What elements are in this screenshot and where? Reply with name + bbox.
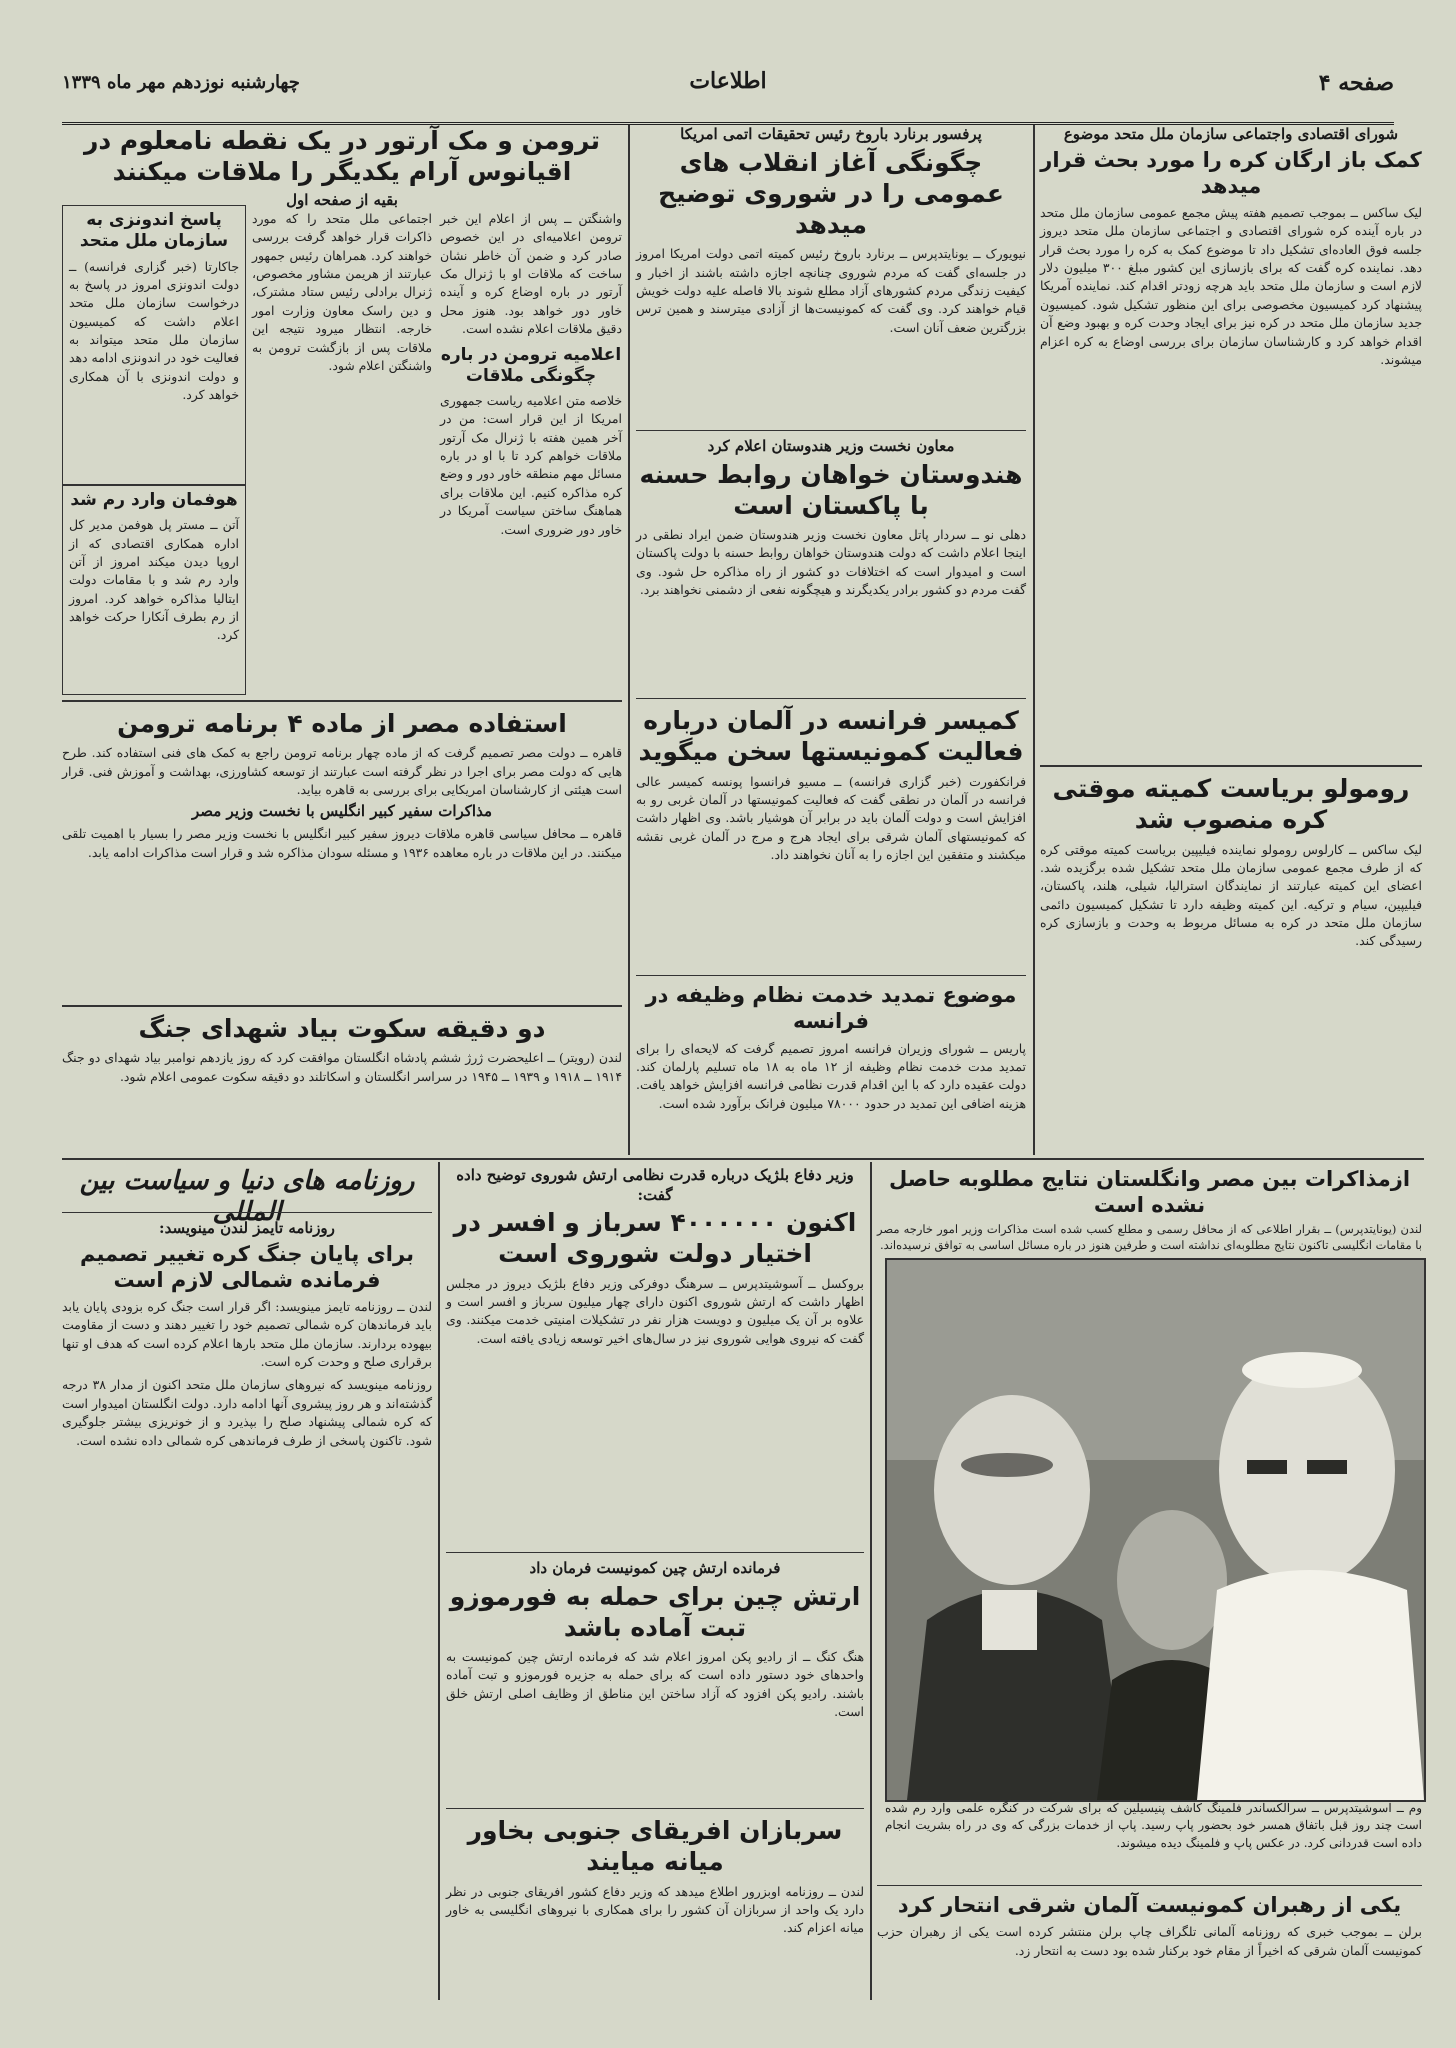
article-headline: پاسخ اندونزی به سازمان ملل متحد xyxy=(79,210,229,252)
article-soviet-army xyxy=(446,1166,864,1546)
article-kicker: شورای اقتصادی واجتماعی سازمان ملل متحد موضوع xyxy=(1063,125,1399,143)
continuation-note: بقیه از صفحه اول xyxy=(286,190,398,209)
article-truman-body-b xyxy=(252,205,432,695)
article-body: پاریس ــ شورای وزیران فرانسه امروز تصمیم گرفت که لایحه‌ای را برای تمدید مدت خدمت نظام وظیفه از ۱۲ ماه به ۱۸ ماه تسلیم پارلمان کند. دولت عقیده دارد که با این اقدام قدرت نظامی فرانسه افزایش خواهد یافت. هزینه اضافی این تمدید در حدود ۷۸۰۰۰ میلیون فرانک برآورد شده است. xyxy=(636,1040,1026,1111)
article-body: برلن ــ بموجب خبری که روزنامه آلمانی تلگراف چاپ برلن منتشر کرده است یکی از رهبران حزب کمونیست آلمان شرقی که اخیراً از مقام خود برکنار شده بود دست به انتحار زد. xyxy=(877,1924,1422,1958)
newspaper-name: اطلاعات xyxy=(689,68,767,94)
article-headline: کمک باز ارگان کره را مورد بحث قرار میدهد xyxy=(1040,147,1422,198)
article-kicker: وزیر دفاع بلژیک درباره قدرت نظامی ارتش شوروی توضیح داده گفت: xyxy=(456,1166,854,1204)
article-body: قاهره ــ دولت مصر تصمیم گرفت که از ماده چهار برنامه ترومن راجع به کمک های فنی استفاده کند. طرح هایی که دولت مصر برای اجرا در نظر گرفته است عبارتند از توسعه کشاورزی، بهداشت و آموزش فنی. قرار است هیئتی از کارشناسان امریکایی برای بررسی به قاهره بیاید. xyxy=(62,745,622,797)
article-indonesia-box xyxy=(62,205,246,485)
photo-illustration xyxy=(887,1260,1424,1800)
article-baruch xyxy=(636,125,1026,425)
section-banner: روزنامه های دنیا و سیاست بین المللی xyxy=(79,1166,415,1228)
article-body: لندن ــ روزنامه اوبزرور اطلاع میدهد که وزیر دفاع کشور افریقای جنوبی در نظر دارد یک واحد از سربازان آن کشور را برای همکاری با نیروهای انگلیسی به خاور میانه اعزام کند. xyxy=(446,1883,864,1936)
article-body: لندن (یونایتدپرس) ــ بقرار اطلاعی که از محافل رسمی و مطلع کسب شده است مذاکرات وزیر امور خارجه مصر با مقامات انگلیسی تاکنون نتایج مطلوبه‌ای نداشته است و طرفین هنوز در باره مسائل اساسی به توافق نرسیده‌اند. xyxy=(877,1221,1422,1252)
article-times-korea xyxy=(62,1212,432,2004)
photo-caption: وم ــ اسوشیتدپرس ــ سرالکساندر فلمینگ کاشف پنیسیلین که برای شرکت در کنگره علمی وارد رم شده است چند روز قبل باتفاق همسر خود بحضور پاپ رسید. پاپ از خدمات بزرگی که وی در راه بشریت انجام داده است قدردانی کرد. در عکس پاپ و فلمینگ دیده میشوند. xyxy=(885,1801,1422,1850)
article-body: نیویورک ــ یونایتدپرس ــ برنارد باروخ رئیس کمیته اتمی دولت امریکا امروز در جلسه‌ای گفت که مردم شوروی چنانچه اجازه داشته باشند از اخبار و کیفیت زندگی مردم کشورهای آزاد مطلع شوند بالا فاصله علیه دولت خویش قیام خواهند کرد. وی گفت که کمونیست‌ها از آزادی میترسند و همین ترس بزرگترین ضعف آنان است. xyxy=(636,246,1026,335)
article-truman-body-a xyxy=(440,205,622,695)
article-body: لیک ساکس ــ بموجب تصمیم هفته پیش مجمع عمومی سازمان ملل متحد در باره آینده کره شورای اقتصادی و اجتماعی سازمان ملل متحد دیروز جلسه فوق العاده‌ای تشکیل داد تا موضوع کمک به کره را مورد بحث قرار دهد. نماینده کره گفت که برای بازسازی این کشور مبلغ ۳۰۰ میلیون دلار لازم است و سازمان ملل متحد باید هرچه زودتر اقدام کند. نماینده آمریکا پیشنهاد کرد کمیسیون مخصوصی برای این منظور تشکیل شود. کمیسیون جدید سازمان ملل متحد در کره نیز برای ایجاد وحدت کره و بهبود وضع آن اقدام خواهد کرد و کارشناسان سازمان برای بررسی اوضاع به کره اعزام میشوند. xyxy=(1040,205,1422,367)
article-india-pakistan xyxy=(636,430,1026,697)
article-body: هنگ کنگ ــ از رادیو پکن امروز اعلام شد که فرمانده ارتش چین کمونیست به واحدهای خود دستور داده است که برای حمله به جزیره فورموزو و تبت آماده باشند. رادیو پکن افزود که آزاد ساختن این مناطق از وظایف اصلی ارتش خلق است. xyxy=(446,1649,864,1720)
article-subheadline: مذاکرات سفیر کبیر انگلیس با نخست وزیر مصر xyxy=(192,802,492,821)
article-headline: هوفمان وارد رم شد xyxy=(70,490,238,510)
news-photo xyxy=(885,1258,1426,1802)
column-rule xyxy=(870,1162,872,2000)
article-body: لیک ساکس ــ کارلوس رومولو نماینده فیلیپین بریاست کمیته موقتی کره که از طرف مجمع عمومی سازمان ملل متحد تشکیل شده برگزیده شد. اعضای این کمیته عبارتند از نمایندگان استرالیا، شیلی، هلند، پاکستان، فیلیپین، سیام و ترکیه. این کمیته وظیفه دارد تا تشکیل کمیسیون دائمی سازمان ملل متحد در کره به مسائل مربوط به وحدت و بازسازی کره رسیدگی کند. xyxy=(1040,841,1422,949)
article-body: آتن ــ مستر پل هوفمن مدیر کل اداره همکاری اقتصادی که از اروپا دیدن میکند امروز از آتن وارد رم شد و با مقامات دولت ایتالیا مذاکره خواهد کرد. امروز از رم بطرف آنکارا حرکت خواهد کرد. xyxy=(69,517,239,643)
article-headline: یکی از رهبران کمونیست آلمان شرقی انتحار کرد xyxy=(897,1893,1402,1917)
article-body: روزنامه مینویسد که نیروهای سازمان ملل متحد اکنون از مدار ۳۸ درجه گذشته‌اند و هر روز پیشروی آنها ادامه دارد. دولت انگلستان امیدوار است که کره شمالی پیشنهاد صلح را بپذیرد و از خونریزی بیشتر جلوگیری شود. تاکنون پاسخی از طرف فرماندهی کره شمالی داده نشده است. xyxy=(62,1377,432,1448)
article-headline: موضوع تمدید خدمت نظام وظیفه در فرانسه xyxy=(645,983,1017,1034)
article-china-formosa xyxy=(446,1552,864,1809)
article-headline: دو دقیقه سکوت بیاد شهدای جنگ xyxy=(138,1014,546,1043)
article-body: فرانکفورت (خبر گزاری فرانسه) ــ مسیو فرانسوا پونسه کمیسر عالی فرانسه در آلمان در نطقی گفت که فعالیت کمونیستها در آلمان غربی رو به افزایش است و دولت آلمان باید در برابر آن هوشیار باشد. وی اظهار داشت که کمونیستهای آلمان شرقی برای ایجاد هرج و مرج در آلمان غربی نقشه میکشند و متفقین این اجازه را به آنان نخواهند داد. xyxy=(636,773,1026,862)
article-egypt-point-four xyxy=(62,700,622,1008)
column-rule xyxy=(1033,125,1035,1155)
article-body: واشنگتن ــ پس از اعلام این خبر ترومن اعلامیه‌ای در این خصوص صادر کرد و ضمن آن خاطر نشان ساخت که ملاقات او با ژنرال مک آرتور در باره اوضاع کره و آینده خاور دور خواهد بود. هنوز محل دقیق ملاقات اعلام نشده است. xyxy=(440,211,622,337)
article-body: لندن (رویتر) ــ اعلیحضرت ژرژ ششم پادشاه انگلستان موافقت کرد که روز یازدهم نوامبر بیاد شهدای دو جنگ ۱۹۱۴ ــ ۱۹۱۸ و ۱۹۳۹ ــ ۱۹۴۵ در سراسر انگلستان و اسکاتلند دو دقیقه سکوت عمومی اعلام شود. xyxy=(62,1050,622,1084)
article-headline: چگونگی آغاز انقلاب های عمومی را در شوروی توضیح میدهد xyxy=(658,147,1004,239)
article-kicker: معاون نخست وزیر هندوستان اعلام کرد xyxy=(707,437,955,455)
article-headline: اکنون ۴۰۰۰۰۰۰ سرباز و افسر در اختیار دولت شوروی است xyxy=(453,1208,857,1269)
article-truman-macarthur-headline xyxy=(62,125,622,209)
article-body: بروکسل ــ آسوشیتدپرس ــ سرهنگ دوفرکی وزیر دفاع بلژیک دیروز در مجلس اظهار داشت که ارتش شوروی اکنون دارای چهار میلیون سرباز و افسر است و علاوه بر آن یک میلیون و دویست هزار نفر در تشکیلات امنیتی خدمت میکنند. وی گفت که نیروی هوایی شوروی نیز در سال‌های اخیر توسعه زیادی یافته است. xyxy=(446,1275,864,1346)
article-kicker: فرمانده ارتش چین کمونیست فرمان داد xyxy=(529,1559,781,1577)
masthead xyxy=(62,64,1394,125)
article-body: جاکارتا (خبر گزاری فرانسه) ــ دولت اندونزی امروز در پاسخ به درخواست سازمان ملل متحد اعلام داشت که کمیسیون سازمان ملل متحد میتواند به فعالیت خود در اندونزی ادامه دهد و دولت اندونزی با آن همکاری خواهد کرد. xyxy=(69,258,239,403)
article-romulo xyxy=(1040,765,1422,1163)
article-headline: ارتش چین برای حمله به فورموزو تبت آماده باشد xyxy=(449,1581,861,1642)
issue-date: چهارشنبه نوزدهم مهر ماه ۱۳۳۹ xyxy=(62,72,300,93)
article-kicker: روزنامه تایمز لندن مینویسد: xyxy=(159,1219,335,1237)
article-east-german-suicide xyxy=(877,1885,1422,2004)
page-number: صفحه ۴ xyxy=(1318,70,1394,96)
article-kicker: پرفسور برنارد باروخ رئیس تحقیقات اتمی امریکا xyxy=(680,125,982,143)
article-headline: هندوستان خواهان روابط حسنه با پاکستان است xyxy=(639,459,1023,520)
article-conscription xyxy=(636,975,1026,1160)
article-headline: رومولو بریاست کمیته موقتی کره منصوب شد xyxy=(1052,774,1410,835)
article-body: قاهره ــ محافل سیاسی قاهره ملاقات دیروز سفیر کبیر انگلیس با نخست وزیر مصر را بسیار با اهمیت تلقی میکنند. در این ملاقات در باره معاهده ۱۹۳۶ و مسئله سودان مذاکره شد و قرار است مذاکرات ادامه یابد. xyxy=(62,826,622,860)
article-body: لندن ــ روزنامه تایمز مینویسد: اگر قرار است جنگ کره بزودی پایان یابد باید فرماندهان کره شمالی تصمیم خود را تغییر دهند و دست از مقاومت بیهوده بردارند. سازمان ملل متحد بارها اعلام کرده است که هدف او تنها برقراری صلح و وحدت کره است. xyxy=(62,1299,432,1370)
article-body: خلاصه متن اعلامیه ریاست جمهوری امریکا از این قرار است: من در آخر همین هفته با ژنرال مک آرتور ملاقات خواهم کرد تا با او در باره مسائل مهم منطقه خاور دور و وضع کره مذاکره کنیم. این ملاقات برای هماهنگ ساختن سیاست آمریکا در خاور دور ضروری است. xyxy=(440,393,622,537)
article-headline: ترومن و مک آرتور در یک نقطه نامعلوم در اقیانوس آرام یکدیگر را ملاقات میکنند xyxy=(83,126,600,187)
article-south-africa xyxy=(446,1808,864,2005)
article-egypt-uk xyxy=(877,1166,1422,1252)
article-headline: برای پایان جنگ کره تغییر تصمیم فرمانده شمالی لازم است xyxy=(80,1241,414,1292)
column-rule xyxy=(628,125,630,1155)
article-headline: کمیسر فرانسه در آلمان درباره فعالیت کمونیستها سخن میگوید xyxy=(638,706,1024,767)
column-rule xyxy=(438,1162,440,2000)
article-subheadline: اعلامیه ترومن در باره چگونگی ملاقات xyxy=(440,344,622,386)
article-headline: استفاده مصر از ماده ۴ برنامه ترومن xyxy=(117,709,567,738)
article-body: دهلی نو ــ سردار پاتل معاون نخست وزیر هندوستان ضمن ایراد نطقی در اینجا اعلام داشت که دولت هندوستان خواهان روابط حسنه با دولت پاکستان است و امیدوار است که اختلافات دو کشور از راه مذاکره حل شود. وی گفت مردم دو کشور برادر یکدیگرند و هیچگونه نفعی از دشمنی نخواهند برد. xyxy=(636,527,1026,598)
article-hoffman-box xyxy=(62,485,246,695)
article-headline: ازمذاکرات بین مصر وانگلستان نتایج مطلوبه حاصل نشده است xyxy=(888,1167,1411,1218)
article-french-commissioner xyxy=(636,698,1026,975)
article-korea-aid xyxy=(1040,125,1422,755)
article-headline: سربازان افریقای جنوبی بخاور میانه میایند xyxy=(467,1816,843,1877)
article-body: اجتماعی ملل متحد را که مورد ذاکرات قرار خواهد گرفت بررسی خواهند کرد. همراهان رئیس جمهور عبارتند از هریمن مشاور مخصوص، ژنرال برادلی رئیس ستاد مشترک، و دین راسک معاون وزارت امور خارجه. انتظار میرود نتیجه این ملاقات پس از بازگشت ترومن به واشنگتن اعلام شود. xyxy=(252,211,432,373)
article-two-minutes-silence xyxy=(62,1005,622,1161)
